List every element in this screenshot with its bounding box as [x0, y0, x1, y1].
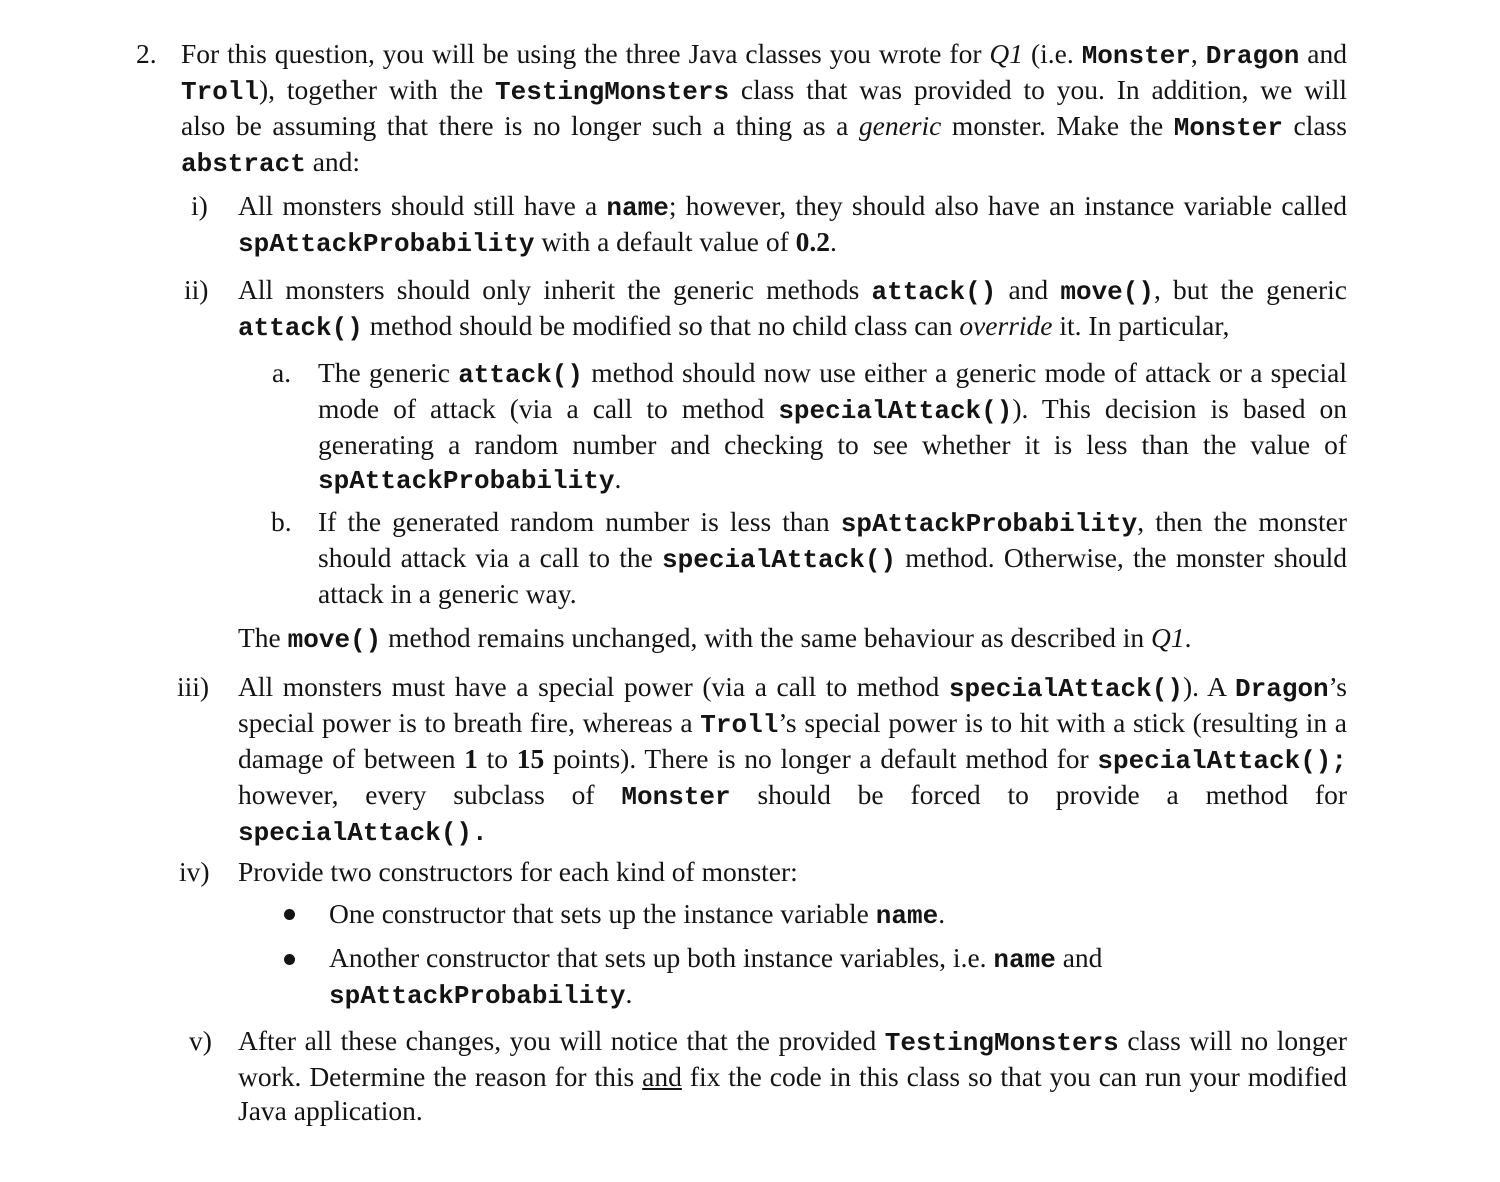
item-iii-line-3: damage of between 1 to 15 points). There is no longer a default method for specialAttack(); [238, 743, 1348, 776]
item-v-line-3: Java application. [238, 1095, 423, 1126]
item-iii-line-2: special power is to breath fire, whereas a Troll’s special power is to hit with a stick (resulting in a [238, 707, 1347, 740]
item-i-line-1: All monsters should still have a name; however, they should also have an instance variable called [238, 190, 1347, 223]
move-note-line: The move() method remains unchanged, with the same behaviour as described in Q1. [238, 622, 1192, 655]
constructor-bullet-1 [329, 897, 1349, 933]
item-iv-label: iv) [179, 856, 210, 887]
constructor-bullet-2 [329, 941, 1349, 1013]
move-note [238, 621, 1347, 657]
item-ii-a-line-1: The generic attack() method should now use either a generic mode of attack or a special [318, 357, 1348, 390]
intro-line-1: For this question, you will be using the three Java classes you wrote for Q1 (i.e. Monster, Dragon and [181, 38, 1347, 71]
item-v-label: v) [189, 1025, 212, 1056]
intro-line-3: also be assuming that there is no longer such a thing as a generic monster. Make the Monster class [181, 110, 1347, 143]
item-iii-line-5: specialAttack(). [238, 818, 488, 848]
item-ii-line-1: All monsters should only inherit the generic methods attack() and move(), but the generic [238, 274, 1348, 307]
item-ii-b-line-2: should attack via a call to the specialAttack() method. Otherwise, the monster should [318, 542, 1347, 575]
question-number: 2. [136, 38, 157, 69]
item-v-line-1: After all these changes, you will notice that the provided TestingMonsters class will no longer [238, 1025, 1347, 1058]
item-iii [238, 670, 1347, 850]
item-iii-line-4: however, every subclass of Monster should be forced to provide a method for [238, 779, 1347, 812]
item-ii-a-label: a. [272, 357, 292, 388]
constructor-bullet-1-text: One constructor that sets up the instance variable name. [329, 898, 946, 931]
item-ii [238, 273, 1347, 345]
item-ii-b [318, 505, 1347, 611]
intro-line-4: abstract and: [181, 146, 361, 179]
item-ii-a-line-2: mode of attack (via a call to method specialAttack()). This decision is based on [318, 393, 1347, 426]
item-i [238, 189, 1347, 261]
item-iii-label: iii) [177, 671, 210, 702]
item-iv [238, 855, 1347, 889]
item-ii-a [318, 356, 1347, 498]
item-v-line-2: work. Determine the reason for this and fix the code in this class so that you can run your modified [238, 1061, 1347, 1092]
item-iv-line-1: Provide two constructors for each kind of monster: [238, 856, 798, 887]
item-ii-b-line-1: If the generated random number is less than spAttackProbability, then the monster [318, 506, 1347, 539]
bullet-1-icon [284, 909, 295, 920]
item-ii-label: ii) [184, 274, 209, 305]
item-ii-b-label: b. [271, 506, 292, 537]
item-v [238, 1024, 1347, 1128]
item-iii-line-1: All monsters must have a special power (via a call to method specialAttack()). A Dragon’s [238, 671, 1347, 704]
constructor-bullet-2-line-2: spAttackProbability. [329, 978, 633, 1011]
item-i-label: i) [191, 190, 208, 221]
item-ii-b-line-3: attack in a generic way. [318, 578, 577, 609]
item-i-line-2: spAttackProbability with a default value of 0.2. [238, 226, 837, 259]
item-ii-a-line-3: generating a random number and checking to see whether it is less than the value of [318, 429, 1347, 460]
constructor-bullet-2-line-1: Another constructor that sets up both instance variables, i.e. name and [329, 942, 1103, 975]
bullet-2-icon [284, 954, 295, 965]
item-ii-a-line-4: spAttackProbability. [318, 463, 622, 496]
question-intro [181, 37, 1347, 181]
item-ii-line-2: attack() method should be modified so that no child class can override it. In particular, [238, 310, 1230, 343]
intro-line-2: Troll), together with the TestingMonsters class that was provided to you. In addition, we will [181, 74, 1347, 107]
